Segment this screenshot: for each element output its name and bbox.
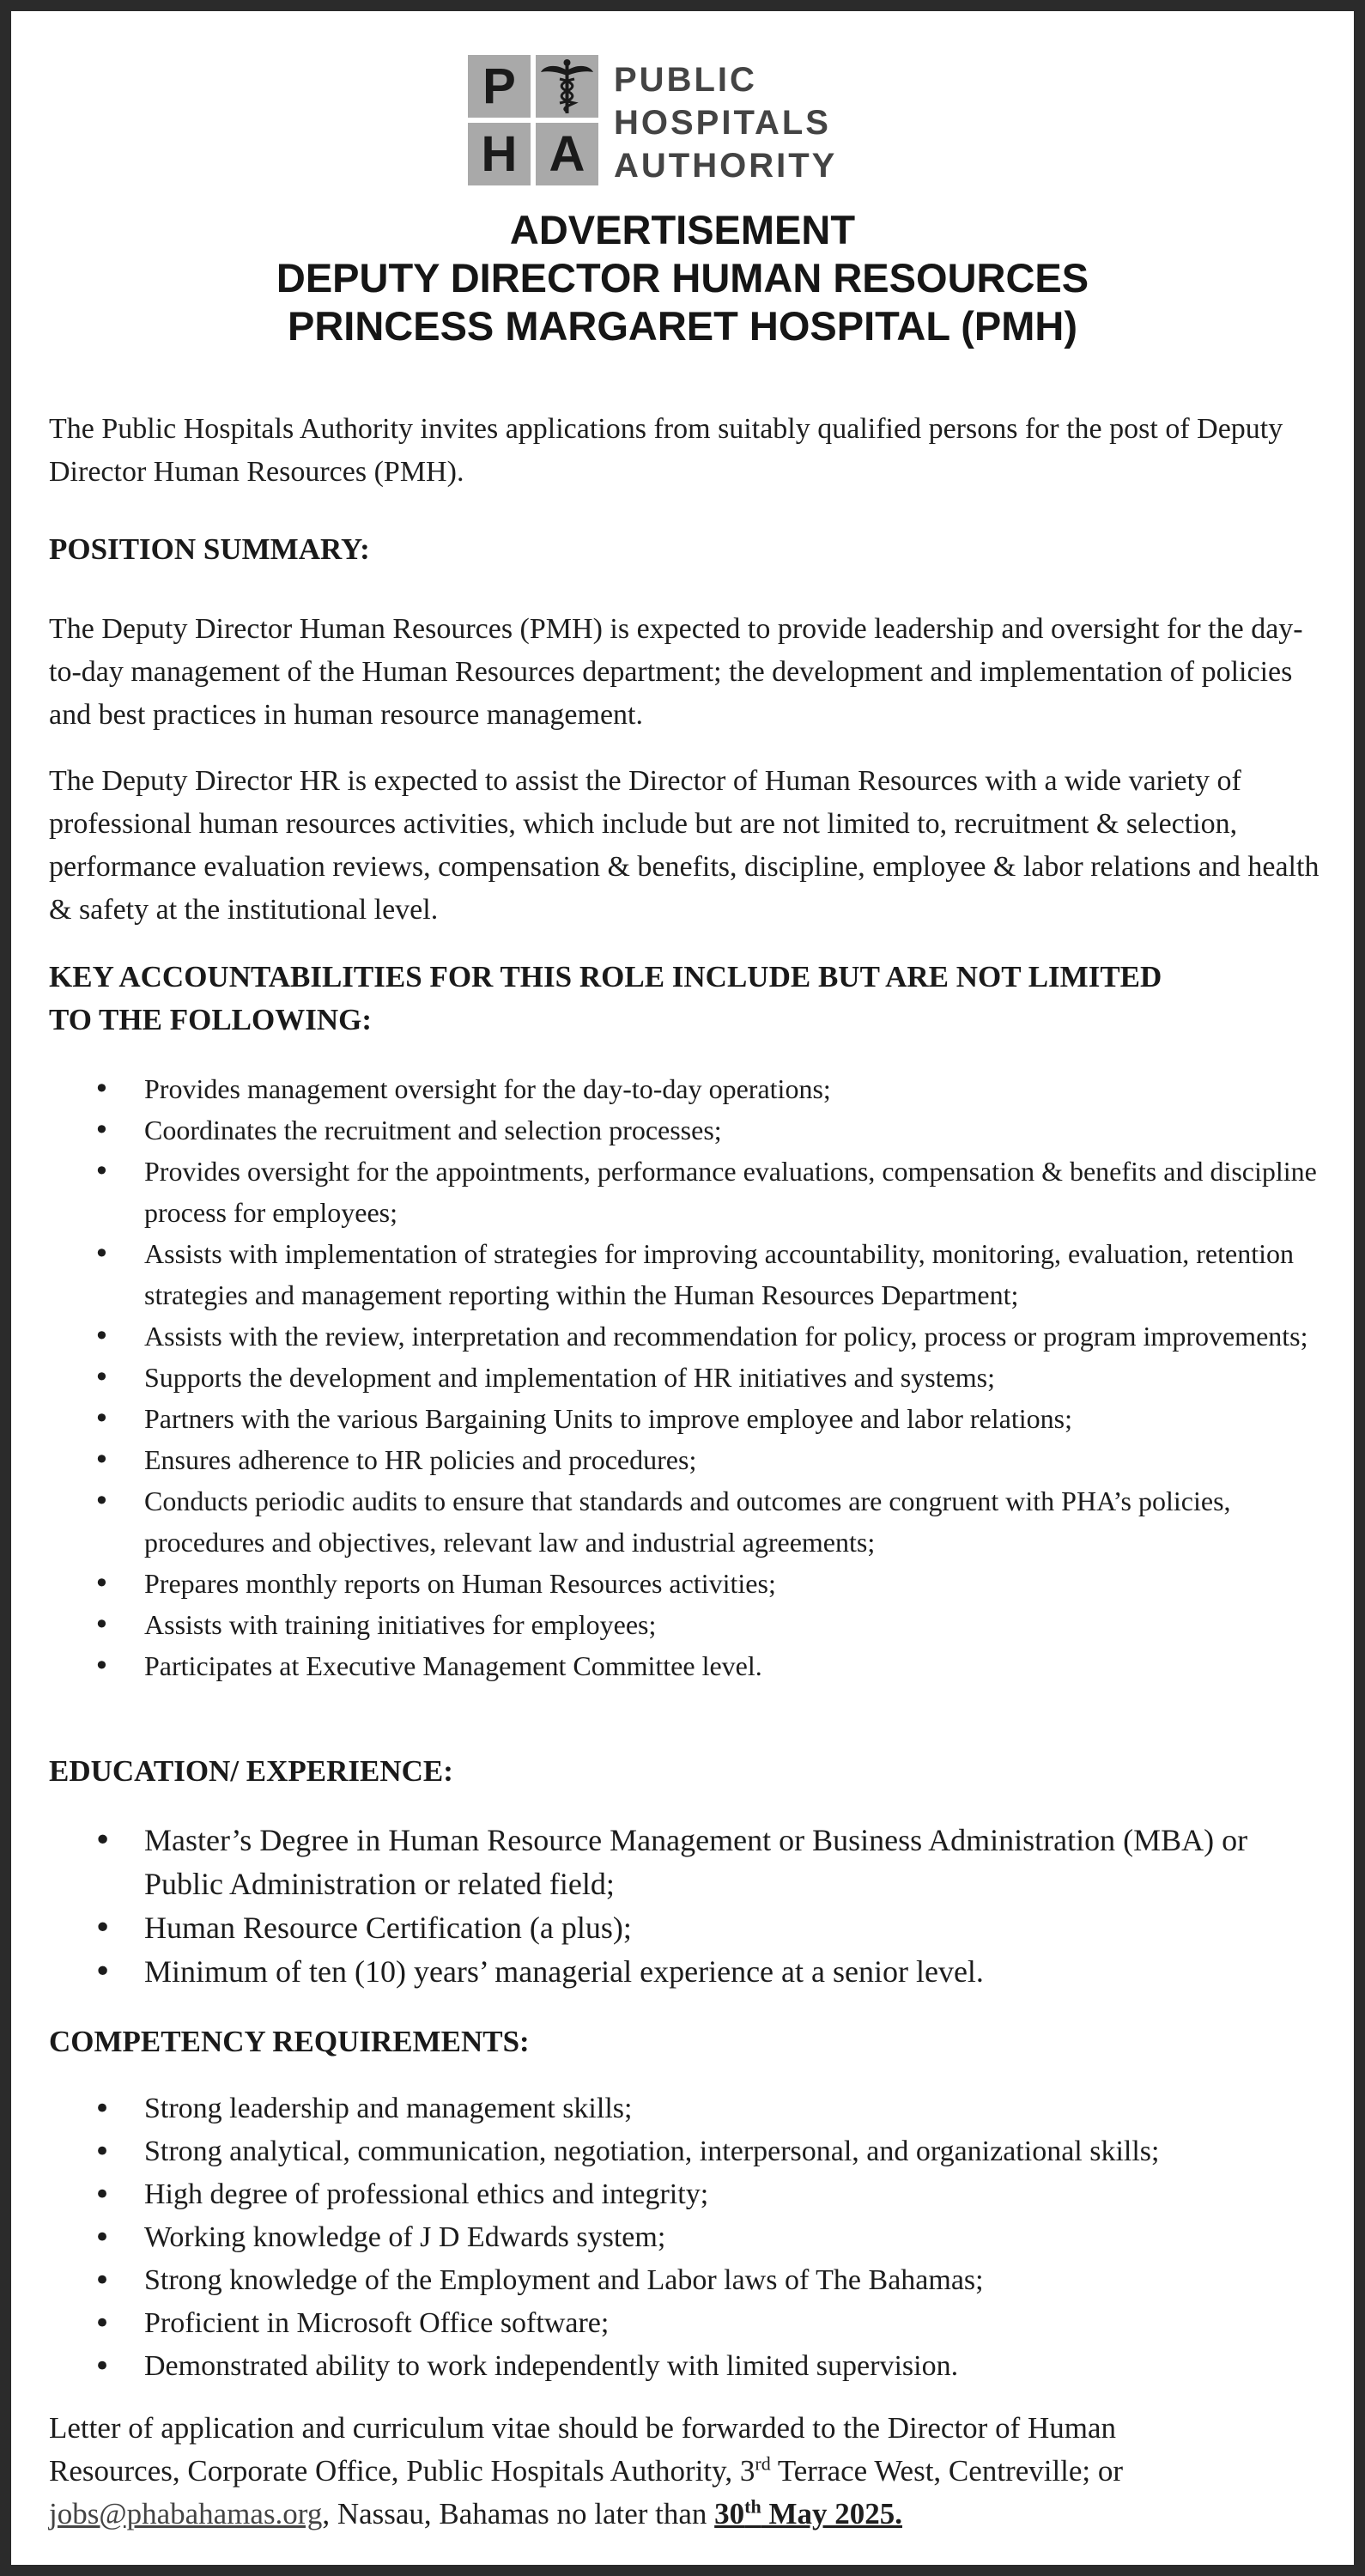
position-summary-paragraph-1: The Deputy Director Human Resources (PMH) is expected to provide leadership and oversight for the day-to-day management of the Human Resources department; the development and implementation of policies and best practices in human resource management. [49, 613, 1303, 731]
closing-line-3 [49, 2493, 1320, 2536]
list-item: • Assists with the review, interpretation and recommendation for policy, process or program improvements; [49, 1315, 1320, 1357]
heading-advertisement: ADVERTISEMENT [509, 207, 856, 252]
key-accountabilities-list [49, 1068, 1320, 1686]
logo-word-public: PUBLIC [614, 61, 757, 99]
list-item: • Assists with implementation of strategies for improving accountability, monitoring, evaluation, retention strategies and management reporting within the Human Resources Department; [49, 1233, 1320, 1315]
pha-logo [468, 55, 880, 189]
closing-location: , Nassau, Bahamas no later than [322, 2497, 715, 2530]
list-item: • Prepares monthly reports on Human Resources activities; [49, 1563, 1320, 1604]
list-item: • Participates at Executive Management Committee level. [49, 1645, 1320, 1686]
list-item: • Ensures adherence to HR policies and procedures; [49, 1439, 1320, 1480]
logo-grid [468, 55, 600, 187]
list-item: • Assists with training initiatives for employees; [49, 1604, 1320, 1645]
list-item: • Strong leadership and management skills; [49, 2087, 1320, 2130]
logo-word-hospitals: HOSPITALS [614, 104, 831, 142]
competency-heading: COMPETENCY REQUIREMENTS: [49, 2025, 530, 2058]
position-summary-heading: POSITION SUMMARY: [49, 532, 370, 566]
deadline-date [714, 2497, 902, 2530]
logo-word-authority: AUTHORITY [614, 147, 838, 185]
position-summary-paragraph-2: The Deputy Director HR is expected to assist the Director of Human Resources with a wide variety of professional human resources activities, which include but are not limited to, recruitment & selection, performance evaluation reviews, compensation & benefits, discipline, employee & labor relations and health & safety at the institutional level. [49, 765, 1320, 926]
list-item: • Supports the development and implementation of HR initiatives and systems; [49, 1357, 1320, 1398]
list-item: • Strong analytical, communication, negotiation, interpersonal, and organizational skills; [49, 2130, 1320, 2173]
key-accountabilities-heading-line2: TO THE FOLLOWING: [49, 1003, 373, 1036]
advertisement-heading [0, 206, 1365, 350]
list-item: • Minimum of ten (10) years’ managerial experience at a senior level. [49, 1950, 1320, 1994]
deadline-month-year: May 2025. [761, 2497, 903, 2530]
email-link[interactable]: jobs@phabahamas.org [49, 2497, 323, 2530]
caduceus-icon [536, 55, 598, 118]
key-accountabilities-heading-line1: KEY ACCOUNTABILITIES FOR THIS ROLE INCLUDE BUT ARE NOT LIMITED [49, 960, 1162, 993]
heading-job-title: DEPUTY DIRECTOR HUMAN RESOURCES [276, 255, 1089, 301]
competency-list [49, 2087, 1320, 2388]
list-item: • Human Resource Certification (a plus); [49, 1906, 1320, 1950]
logo-letter-h: H [468, 123, 531, 185]
closing-line-2 [49, 2450, 1320, 2493]
closing-paragraph [49, 2407, 1320, 2536]
education-heading: EDUCATION/ EXPERIENCE: [49, 1754, 453, 1788]
logo-letter-a: A [536, 123, 598, 185]
list-item: • High degree of professional ethics and integrity; [49, 2173, 1320, 2216]
list-item: • Partners with the various Bargaining Units to improve employee and labor relations; [49, 1398, 1320, 1439]
logo-letter-p: P [468, 55, 531, 118]
list-item: • Provides oversight for the appointments, performance evaluations, compensation & benefits and discipline process for employees; [49, 1151, 1320, 1233]
list-item: • Proficient in Microsoft Office software; [49, 2302, 1320, 2345]
list-item: • Working knowledge of J D Edwards system; [49, 2216, 1320, 2259]
list-item: • Master’s Degree in Human Resource Management or Business Administration (MBA) or Public Administration or related field; [49, 1819, 1320, 1906]
heading-hospital: PRINCESS MARGARET HOSPITAL (PMH) [287, 303, 1077, 349]
intro-paragraph: The Public Hospitals Authority invites applications from suitably qualified persons for the post of Deputy Director Human Resources (PMH). [49, 413, 1283, 488]
logo-wordmark [614, 58, 837, 187]
key-accountabilities-heading [49, 956, 1320, 1042]
list-item: • Strong knowledge of the Employment and Labor laws of The Bahamas; [49, 2259, 1320, 2302]
closing-address: Resources, Corporate Office, Public Hospitals Authority, 3 [49, 2454, 755, 2488]
deadline-suffix: th [744, 2495, 761, 2518]
closing-line-1: Letter of application and curriculum vitae should be forwarded to the Director of Human [49, 2411, 1117, 2445]
closing-address-rest: Terrace West, Centreville; or [770, 2454, 1124, 2488]
list-item: • Coordinates the recruitment and selection processes; [49, 1109, 1320, 1151]
ordinal-suffix: rd [755, 2452, 771, 2475]
list-item: • Provides management oversight for the day-to-day operations; [49, 1068, 1320, 1109]
education-list [49, 1819, 1320, 1994]
deadline-day: 30 [714, 2497, 745, 2530]
list-item: • Conducts periodic audits to ensure that standards and outcomes are congruent with PHA’s policies, procedures and objectives, relevant law and industrial agreements; [49, 1480, 1320, 1563]
list-item: • Demonstrated ability to work independently with limited supervision. [49, 2345, 1320, 2388]
